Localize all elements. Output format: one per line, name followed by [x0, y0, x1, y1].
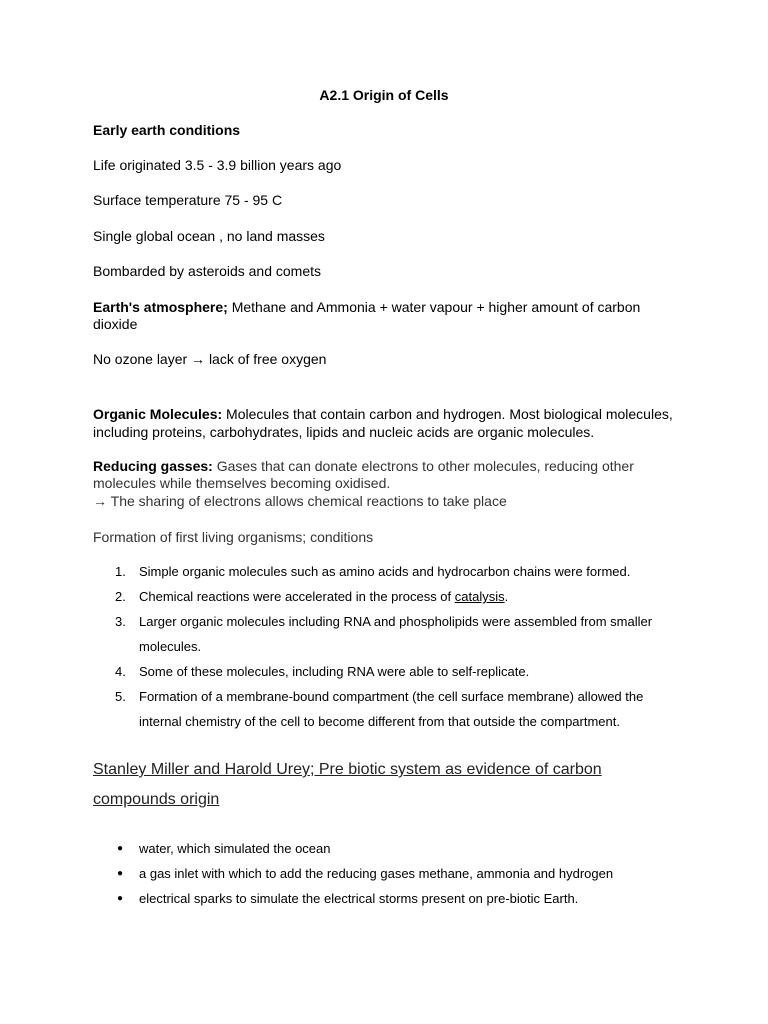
list-number: 2. [115, 589, 126, 604]
list-number: 5. [115, 689, 126, 704]
section-heading-formation: Formation of first living organisms; conditions [93, 529, 374, 545]
list-item [0, 861, 768, 886]
list-text-before: Chemical reactions were accelerated in the process of [139, 589, 455, 604]
list-item [0, 886, 768, 911]
atmosphere-text: Methane and Ammonia + water vapour + higher amount of carbon dioxide [93, 299, 641, 332]
list-item [0, 836, 768, 861]
list-item [0, 684, 768, 734]
bullet-icon: ● [117, 893, 124, 904]
list-text: Larger organic molecules including RNA and phospholipids were assembled from smaller molecules. [139, 614, 653, 654]
bullet-icon: ● [117, 843, 124, 854]
list-text: Some of these molecules, including RNA were able to self-replicate. [139, 664, 530, 679]
paragraph-global-ocean: Single global ocean , no land masses [93, 228, 325, 244]
paragraph-surface-temperature: Surface temperature 75 - 95 C [93, 192, 283, 208]
list-text-after: . [504, 589, 509, 604]
organic-text: Molecules that contain carbon and hydrogen. Most biological molecules, including proteins, carbohydrates, lipids and nucleic acids are organic molecules. [93, 406, 673, 440]
catalysis-link[interactable]: catalysis [454, 589, 505, 604]
list-item [0, 584, 768, 609]
list-text: electrical sparks to simulate the electrical storms present on pre-biotic Earth. [139, 891, 579, 906]
page-title: A2.1 Origin of Cells [319, 87, 449, 103]
list-text [139, 584, 679, 609]
atmosphere-label: Earth's atmosphere; [93, 299, 228, 315]
list-item [0, 559, 768, 584]
list-number: 3. [115, 614, 126, 629]
organic-label: Organic Molecules: [93, 406, 223, 422]
reducing-text: Gases that can donate electrons to other molecules, reducing other molecules while themselves becoming oxidised. [93, 458, 634, 491]
list-item [0, 609, 768, 659]
bullet-icon: ● [117, 868, 124, 879]
list-item [0, 659, 768, 684]
list-text: Formation of a membrane-bound compartment (the cell surface membrane) allowed the internal chemistry of the cell to become different from that outside the compartment. [139, 689, 644, 729]
reducing-label: Reducing gasses: [93, 458, 213, 474]
list-text: Simple organic molecules such as amino acids and hydrocarbon chains were formed. [139, 564, 631, 579]
section-heading-miller-urey: Stanley Miller and Harold Urey; Pre biotic system as evidence of carbon compounds origin [93, 761, 602, 808]
list-text: water, which simulated the ocean [139, 841, 331, 856]
paragraph-atmosphere [93, 299, 683, 333]
paragraph-life-origin: Life originated 3.5 - 3.9 billion years ago [93, 157, 342, 173]
section-heading-early-earth: Early earth conditions [93, 122, 241, 138]
paragraph-organic-molecules [93, 405, 683, 441]
list-text: a gas inlet with which to add the reducing gases methane, ammonia and hydrogen [139, 866, 614, 881]
paragraph-bombarded: Bombarded by asteroids and comets [93, 263, 322, 279]
paragraph-reducing-gasses [93, 458, 663, 492]
paragraph-electron-sharing: → The sharing of electrons allows chemical reactions to take place [93, 493, 507, 509]
list-number: 4. [115, 664, 126, 679]
paragraph-ozone: No ozone layer → lack of free oxygen [93, 351, 327, 367]
list-number: 1. [115, 564, 126, 579]
